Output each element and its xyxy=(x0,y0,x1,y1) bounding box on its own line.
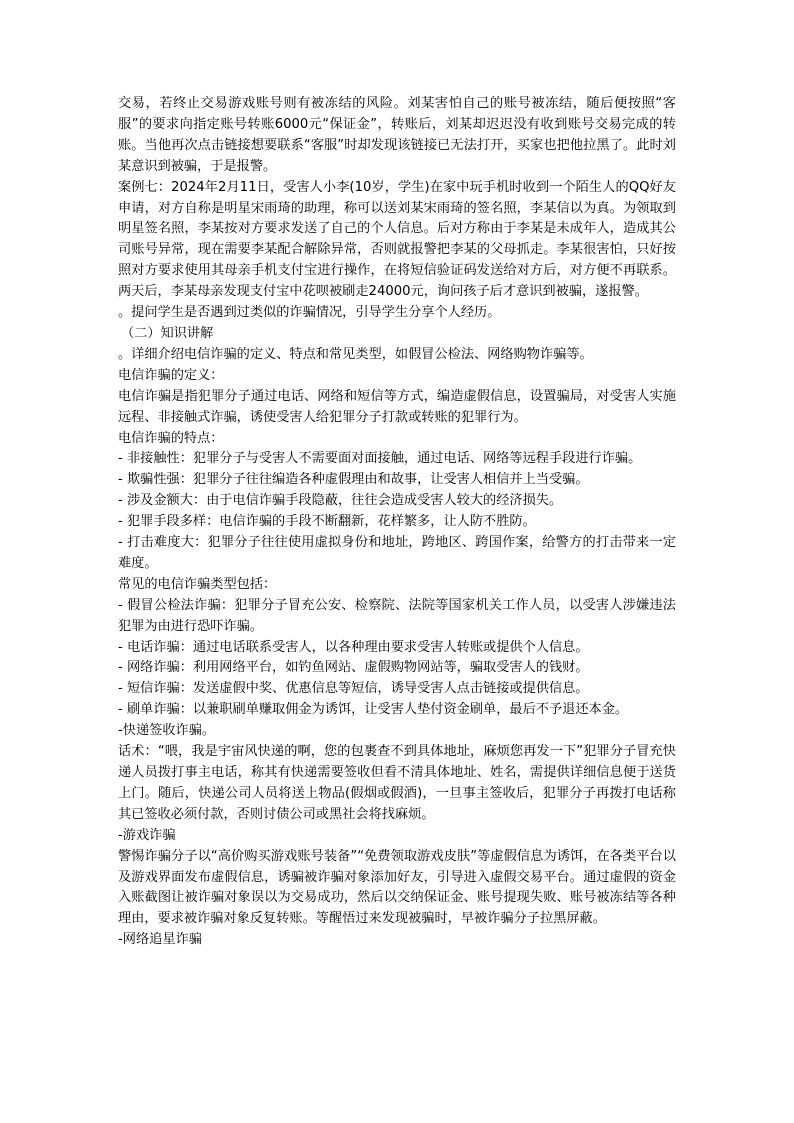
paragraph-express-script: 话术：“喂，我是宇宙风快递的啊，您的包裹查不到具体地址，麻烦您再发一下”犯罪分子冒充快递人员拨打事主电话，称其有快递需要签收但看不清具体地址、姓名，需提供详细信息便于送货上门。随后，快递公司人员将送上物品(假烟或假酒)，一旦事主签收后，犯罪分子再拨打电话称其已签收必须付款，否则讨债公司或黑社会将找麻烦。 xyxy=(118,744,676,822)
section-heading-knowledge: （二）知识讲解 xyxy=(121,325,214,341)
list-item-type: - 电话诈骗：通过电话联系受害人，以各种理由要求受害人转账或提供个人信息。 xyxy=(118,639,589,655)
heading-definition: 电信诈骗的定义： xyxy=(118,367,224,383)
heading-features: 电信诈骗的特点： xyxy=(118,430,224,446)
paragraph-introduction: 。详细介绍电信诈骗的定义、特点和常见类型，如假冒公检法、网络购物诈骗等。 xyxy=(118,346,593,362)
list-item-feature: - 欺骗性强：犯罪分子往往编造各种虚假理由和故事，让受害人相信并上当受骗。 xyxy=(118,472,589,488)
list-item-feature: - 涉及金额大：由于电信诈骗手段隐蔽，往往会造成受害人较大的经济损失。 xyxy=(118,493,563,509)
paragraph-case-six-continued: 交易，若终止交易游戏账号则有被冻结的风险。刘某害怕自己的账号被冻结，随后便按照“客服”的要求向指定账号转账6000元“保证金”，转账后，刘某却迟迟没有收到账号交易完成的转账。当他再次点击链接想要联系“客服”时却发现该链接已无法打开，买家也把他拉黑了。此时刘某意识到被骗，于是报警。 xyxy=(118,96,676,174)
list-item-feature: - 非接触性：犯罪分子与受害人不需要面对面接触，通过电话、网络等远程手段进行诈骗。 xyxy=(118,451,642,467)
list-item-type: - 假冒公检法诈骗：犯罪分子冒充公安、检察院、法院等国家机关工作人员，以受害人涉嫌违法犯罪为由进行恐吓诈骗。 xyxy=(118,597,676,634)
heading-common-types: 常见的电信诈骗类型包括： xyxy=(118,576,277,592)
list-item-type: - 短信诈骗：发送虚假中奖、优惠信息等短信，诱导受害人点击链接或提供信息。 xyxy=(118,681,589,697)
paragraph-game-fraud: 警惕诈骗分子以“高价购买游戏账号装备”“免费领取游戏皮肤”等虚假信息为诱饵，在各类平台以及游戏界面发布虚假信息，诱骗被诈骗对象添加好友，引导进入虚假交易平台。通过虚假的资金入账截图让被诈骗对象误以为交易成功，然后以交纳保证金、账号提现失败、账号被冻结等各种理由，要求被诈骗对象反复转账。等醒悟过来发现被骗时，早被诈骗分子拉黑屏蔽。 xyxy=(118,848,676,927)
heading-game-fraud: -游戏诈骗 xyxy=(118,827,176,843)
list-item-feature: - 犯罪手段多样：电信诈骗的手段不断翻新，花样繁多，让人防不胜防。 xyxy=(118,514,536,530)
paragraph-definition: 电信诈骗是指犯罪分子通过电话、网络和短信等方式，编造虚假信息，设置骗局，对受害人实施远程、非接触式诈骗，诱使受害人给犯罪分子打款或转账的犯罪行为。 xyxy=(118,388,676,425)
paragraph-case-seven: 案例七：2024年2月11日，受害人小李(10岁，学生)在家中玩手机时收到一个陌生人的QQ好友申请，对方自称是明星宋雨琦的助理，称可以送刘某宋雨琦的签名照，李某信以为真。为领取到明星签名照，李某按对方要求发送了自己的个人信息。后对方称由于李某是未成年人，造成其公司账号异常，现在需要李某配合解除异常，否则就报警把李某的父母抓走。李某很害怕，只好按照对方要求使用其母亲手机支付宝进行操作，在将短信验证码发送给对方后，对方便不再联系。两天后，李某母亲发现支付宝中花呗被刷走24000元，询问孩子后才意识到被骗，遂报警。 xyxy=(118,179,676,300)
heading-idol-fraud: -网络追星诈骗 xyxy=(118,932,202,948)
document-body xyxy=(118,94,676,951)
list-item-feature: - 打击难度大：犯罪分子往往使用虚拟身份和地址，跨地区、跨国作案，给警方的打击带来一定难度。 xyxy=(118,535,676,571)
paragraph-question-students: 。提问学生是否遇到过类似的诈骗情况，引导学生分享个人经历。 xyxy=(118,305,501,321)
heading-express-fraud: -快递签收诈骗。 xyxy=(118,723,216,739)
list-item-type: - 刷单诈骗：以兼职刷单赚取佣金为诱饵，让受害人垫付资金刷单，最后不予退还本金。 xyxy=(118,702,629,718)
list-item-type: - 网络诈骗：利用网络平台，如钓鱼网站、虚假购物网站等，骗取受害人的钱财。 xyxy=(118,660,589,676)
